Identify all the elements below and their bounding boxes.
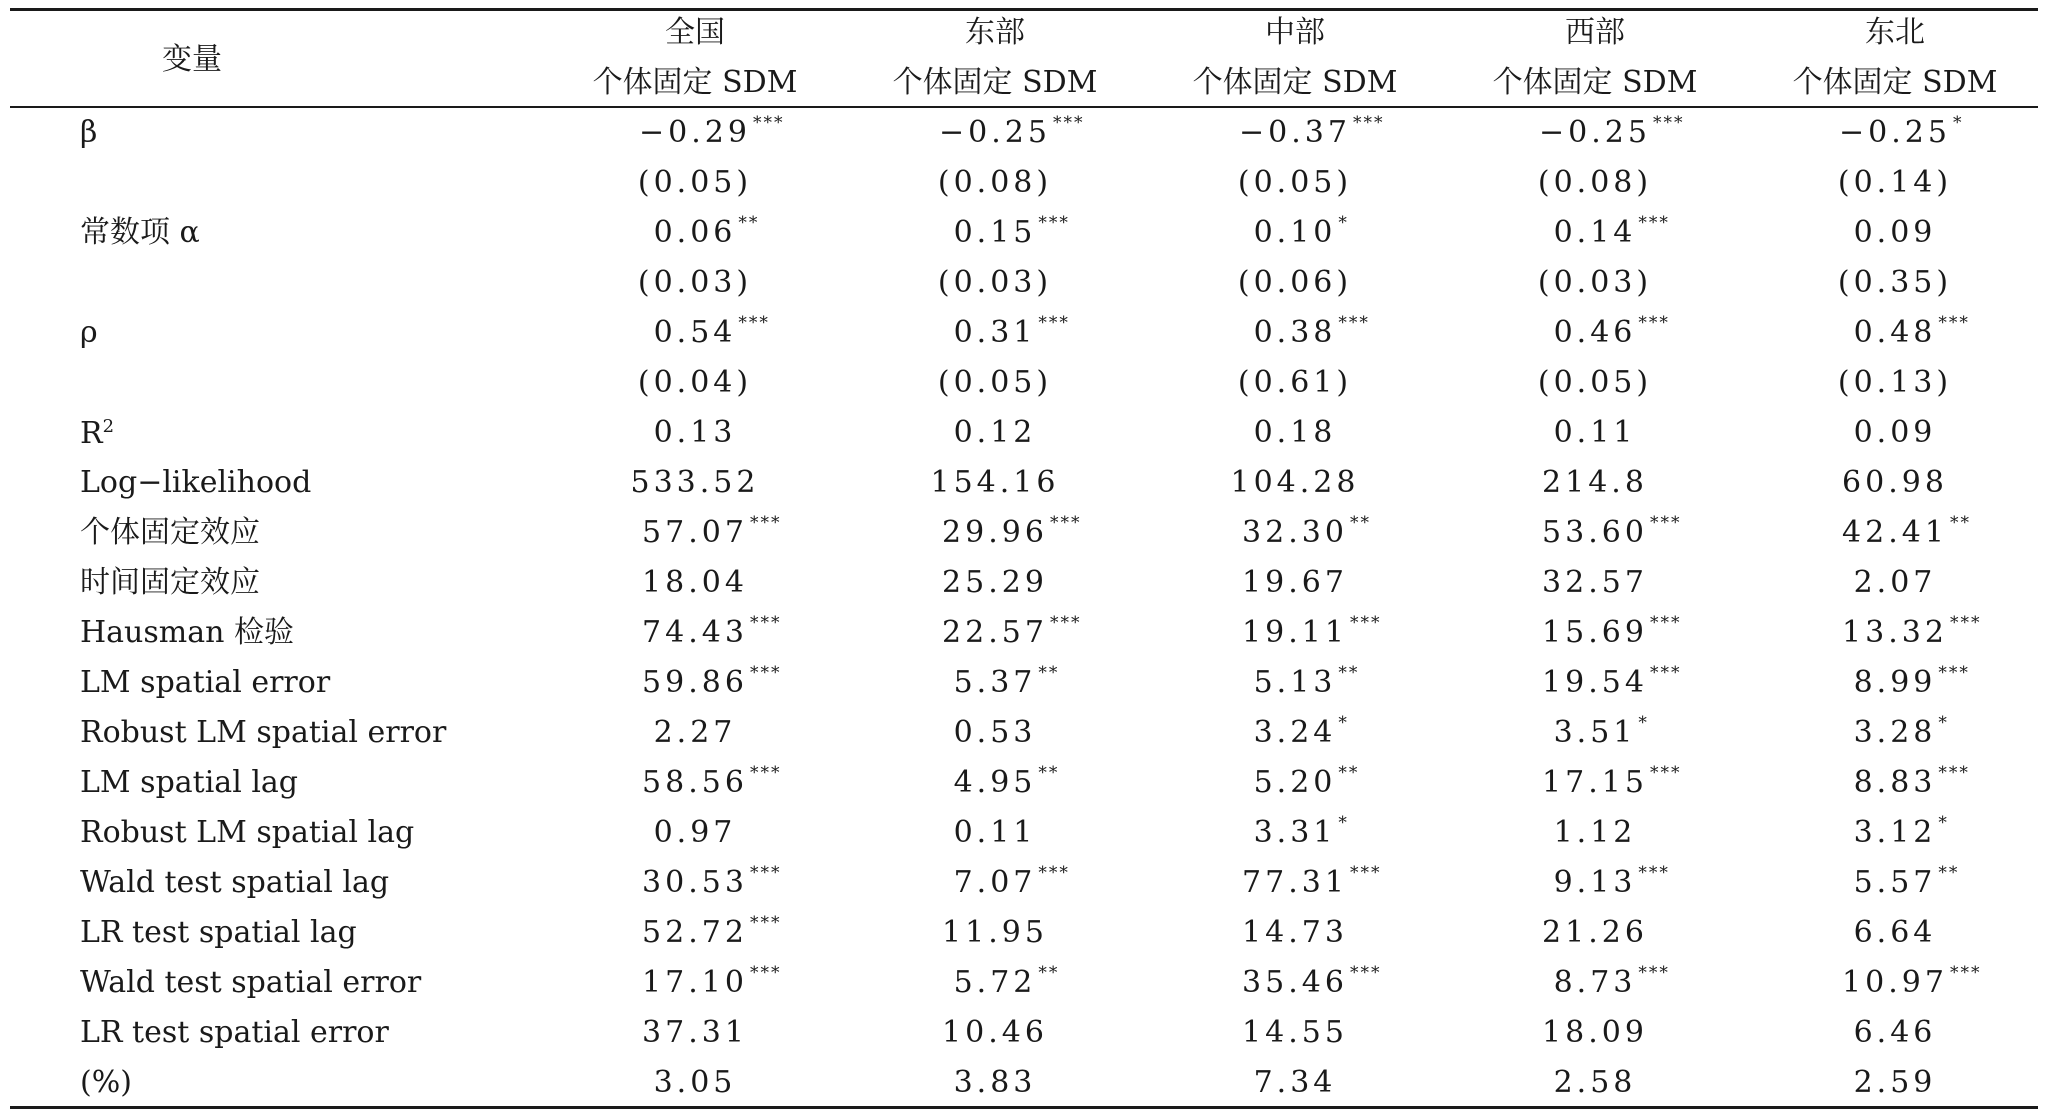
value-cell: 2.07 (1853, 565, 1937, 600)
value-cell: 57.07 (642, 515, 748, 550)
value-cell: −0.25 (1839, 115, 1951, 150)
value-cell: 22.57 (942, 615, 1048, 650)
value-cell: 35.46 (1242, 965, 1348, 1000)
value-cell: 3.12 (1853, 815, 1937, 850)
significance-stars: *** (1349, 863, 1382, 883)
value-cell: 2.27 (653, 715, 737, 750)
value-cell: 0.11 (953, 815, 1037, 850)
value-cell: 0.54 (653, 315, 737, 350)
value-cell: 0.06 (653, 215, 737, 250)
significance-stars: * (1338, 813, 1349, 833)
value-cell: 32.30 (1242, 515, 1348, 550)
significance-stars: *** (749, 763, 782, 783)
value-cell: 0.38 (1253, 315, 1337, 350)
value-cell: 77.31 (1242, 865, 1348, 900)
header-region-northeast: 东北 (1865, 15, 1925, 50)
significance-stars: *** (749, 863, 782, 883)
value-cell: 5.37 (953, 665, 1037, 700)
value-cell: 30.53 (642, 865, 748, 900)
significance-stars: *** (1638, 963, 1670, 983)
significance-stars: *** (1049, 613, 1082, 633)
header-model-national: 个体固定 SDM (592, 65, 798, 100)
significance-stars: *** (1649, 613, 1682, 633)
value-cell: 58.56 (642, 765, 748, 800)
value-cell: 17.10 (642, 965, 748, 1000)
value-cell: 13.32 (1842, 615, 1948, 650)
significance-stars: *** (1938, 663, 1970, 683)
value-cell: 8.99 (1853, 665, 1937, 700)
row-label: LM spatial lag (80, 765, 299, 800)
value-cell: (0.35) (1837, 265, 1953, 300)
value-cell: (0.05) (637, 165, 753, 200)
value-cell: 5.57 (1853, 865, 1937, 900)
significance-stars: ** (1938, 863, 1960, 883)
significance-stars: *** (1652, 113, 1685, 133)
significance-stars: *** (1052, 113, 1085, 133)
value-cell: (0.13) (1837, 365, 1953, 400)
significance-stars: ** (1349, 513, 1371, 533)
value-cell: 18.04 (642, 565, 748, 600)
value-cell: (0.03) (1537, 265, 1653, 300)
value-cell: 6.64 (1853, 915, 1937, 950)
header-region-national: 全国 (665, 15, 725, 50)
row-label: 个体固定效应 (80, 515, 260, 550)
value-cell: 3.31 (1253, 815, 1337, 850)
significance-stars: *** (1638, 213, 1670, 233)
significance-stars: * (1338, 213, 1349, 233)
header-model-east: 个体固定 SDM (892, 65, 1098, 100)
header-rule (10, 106, 2038, 108)
value-cell: 533.52 (630, 465, 760, 500)
value-cell: 3.83 (953, 1065, 1037, 1100)
value-cell: 5.72 (953, 965, 1037, 1000)
row-label: ρ (80, 315, 98, 350)
row-label: Robust LM spatial error (80, 715, 447, 750)
value-cell: (0.03) (937, 265, 1053, 300)
value-cell: 3.24 (1253, 715, 1337, 750)
top-rule (10, 8, 2038, 11)
value-cell: 0.18 (1253, 415, 1337, 450)
value-cell: 42.41 (1842, 515, 1948, 550)
row-label-superscript: 2 (102, 416, 115, 437)
row-label: LR test spatial error (80, 1015, 389, 1050)
value-cell: (0.03) (637, 265, 753, 300)
value-cell: 4.95 (953, 765, 1037, 800)
significance-stars: *** (749, 663, 782, 683)
value-cell: (0.05) (1237, 165, 1353, 200)
value-cell: 0.48 (1853, 315, 1937, 350)
value-cell: 0.15 (953, 215, 1037, 250)
significance-stars: * (1938, 713, 1949, 733)
value-cell: 0.13 (653, 415, 737, 450)
value-cell: 0.97 (653, 815, 737, 850)
value-cell: 0.14 (1553, 215, 1637, 250)
value-cell: 5.20 (1253, 765, 1337, 800)
value-cell: 18.09 (1542, 1015, 1648, 1050)
significance-stars: * (1938, 813, 1949, 833)
value-cell: 19.54 (1542, 665, 1648, 700)
significance-stars: ** (1338, 763, 1360, 783)
value-cell: (0.05) (1537, 365, 1653, 400)
value-cell: 53.60 (1542, 515, 1648, 550)
significance-stars: ** (1038, 763, 1060, 783)
value-cell: 10.97 (1842, 965, 1948, 1000)
value-cell: −0.37 (1239, 115, 1351, 150)
significance-stars: *** (1349, 613, 1382, 633)
significance-stars: ** (1038, 963, 1060, 983)
value-cell: 2.58 (1553, 1065, 1637, 1100)
value-cell: (0.05) (937, 365, 1053, 400)
value-cell: 154.16 (930, 465, 1060, 500)
header-model-west: 个体固定 SDM (1492, 65, 1698, 100)
value-cell: (0.14) (1837, 165, 1953, 200)
row-label: 常数项 α (80, 215, 200, 250)
significance-stars: * (1338, 713, 1349, 733)
value-cell: 0.12 (953, 415, 1037, 450)
row-label: Hausman 检验 (80, 615, 294, 650)
value-cell: −0.25 (939, 115, 1051, 150)
value-cell: 1.12 (1553, 815, 1637, 850)
value-cell: 0.11 (1553, 415, 1637, 450)
significance-stars: *** (749, 913, 782, 933)
significance-stars: *** (1938, 763, 1970, 783)
value-cell: 19.11 (1242, 615, 1348, 650)
value-cell: 7.34 (1253, 1065, 1337, 1100)
value-cell: 0.09 (1853, 215, 1937, 250)
value-cell: 3.05 (653, 1065, 737, 1100)
header-model-northeast: 个体固定 SDM (1792, 65, 1998, 100)
value-cell: 14.73 (1242, 915, 1348, 950)
value-cell: (0.04) (637, 365, 753, 400)
value-cell: (0.08) (937, 165, 1053, 200)
row-label: Robust LM spatial lag (80, 815, 415, 850)
significance-stars: *** (1338, 313, 1370, 333)
value-cell: 2.59 (1853, 1065, 1937, 1100)
significance-stars: *** (1638, 313, 1670, 333)
significance-stars: *** (1352, 113, 1385, 133)
value-cell: 3.28 (1853, 715, 1937, 750)
value-cell: −0.25 (1539, 115, 1651, 150)
row-label: β (80, 115, 98, 150)
significance-stars: ** (738, 213, 760, 233)
header-region-west: 西部 (1565, 15, 1625, 50)
value-cell: 25.29 (942, 565, 1048, 600)
significance-stars: *** (1949, 963, 1982, 983)
header-region-east: 东部 (965, 15, 1025, 50)
significance-stars: *** (1949, 613, 1982, 633)
value-cell: 6.46 (1853, 1015, 1937, 1050)
value-cell: 0.53 (953, 715, 1037, 750)
row-label: LM spatial error (80, 665, 331, 700)
significance-stars: *** (1638, 863, 1670, 883)
row-label: LR test spatial lag (80, 915, 357, 950)
value-cell: 21.26 (1542, 915, 1648, 950)
significance-stars: ** (1949, 513, 1971, 533)
value-cell: 0.46 (1553, 315, 1637, 350)
value-cell: 0.31 (953, 315, 1037, 350)
value-cell: 0.09 (1853, 415, 1937, 450)
value-cell: 29.96 (942, 515, 1048, 550)
value-cell: 8.83 (1853, 765, 1937, 800)
value-cell: 37.31 (642, 1015, 748, 1050)
value-cell: 74.43 (642, 615, 748, 650)
significance-stars: *** (749, 963, 782, 983)
significance-stars: * (1638, 713, 1649, 733)
row-label: Wald test spatial lag (80, 865, 390, 900)
header-variable-label: 变量 (162, 42, 222, 77)
value-cell: 8.73 (1553, 965, 1637, 1000)
value-cell: 214.8 (1542, 465, 1648, 500)
significance-stars: *** (738, 313, 770, 333)
value-cell: 15.69 (1542, 615, 1648, 650)
value-cell: 9.13 (1553, 865, 1637, 900)
value-cell: 59.86 (642, 665, 748, 700)
significance-stars: ** (1338, 663, 1360, 683)
value-cell: 0.10 (1253, 215, 1337, 250)
row-label: Wald test spatial error (80, 965, 422, 1000)
row-label: (%) (80, 1065, 132, 1100)
value-cell: 60.98 (1842, 465, 1948, 500)
significance-stars: *** (1038, 313, 1070, 333)
header-model-central: 个体固定 SDM (1192, 65, 1398, 100)
value-cell: 17.15 (1542, 765, 1648, 800)
row-label: 时间固定效应 (80, 565, 260, 600)
significance-stars: *** (1938, 313, 1970, 333)
significance-stars: *** (1049, 513, 1082, 533)
significance-stars: *** (1649, 513, 1682, 533)
bottom-rule (10, 1106, 2038, 1109)
value-cell: (0.06) (1237, 265, 1353, 300)
value-cell: 32.57 (1542, 565, 1648, 600)
value-cell: (0.08) (1537, 165, 1653, 200)
significance-stars: *** (749, 513, 782, 533)
significance-stars: *** (749, 613, 782, 633)
header-region-central: 中部 (1265, 15, 1325, 50)
significance-stars: *** (752, 113, 785, 133)
significance-stars: * (1952, 113, 1964, 133)
value-cell: 104.28 (1230, 465, 1360, 500)
value-cell: 10.46 (942, 1015, 1048, 1050)
significance-stars: *** (1349, 963, 1382, 983)
significance-stars: *** (1649, 763, 1682, 783)
row-label: Log−likelihood (80, 465, 312, 500)
value-cell: 19.67 (1242, 565, 1348, 600)
value-cell: 5.13 (1253, 665, 1337, 700)
value-cell: −0.29 (639, 115, 751, 150)
significance-stars: ** (1038, 663, 1060, 683)
row-label: $R^2$ (80, 416, 115, 451)
value-cell: 52.72 (642, 915, 748, 950)
value-cell: 7.07 (953, 865, 1037, 900)
value-cell: 3.51 (1553, 715, 1637, 750)
significance-stars: *** (1038, 863, 1070, 883)
significance-stars: *** (1038, 213, 1070, 233)
value-cell: 11.95 (942, 915, 1048, 950)
value-cell: 14.55 (1242, 1015, 1348, 1050)
value-cell: (0.61) (1237, 365, 1353, 400)
significance-stars: *** (1649, 663, 1682, 683)
